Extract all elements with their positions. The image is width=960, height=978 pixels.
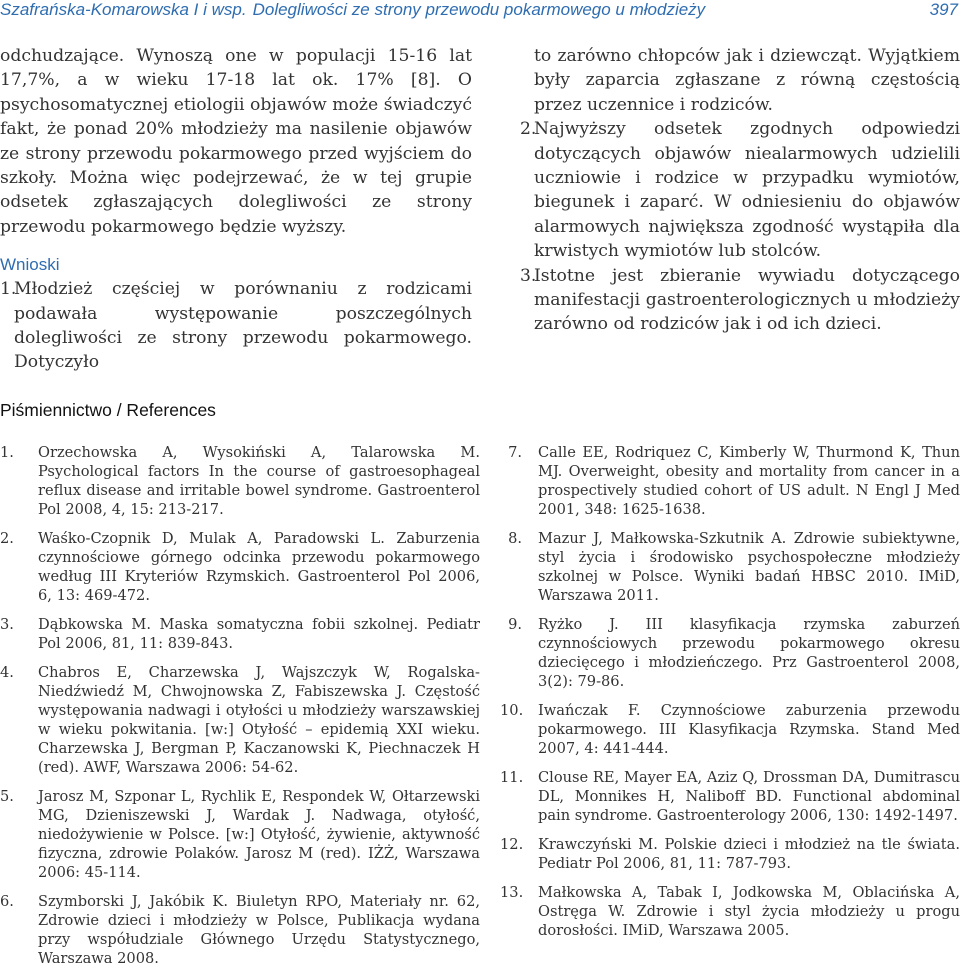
conclusion-number: 3. — [520, 265, 537, 286]
reference-number: 3. — [0, 616, 14, 633]
reference-item — [500, 883, 960, 940]
reference-text: Orzechowska A, Wysokiński A, Talarowska M. Psychological factors In the course of gastroesophageal reflux disease and irritable bowel syndrome. Gastroenterol Pol 2008, 4, 15: 213-217. — [38, 444, 480, 518]
reference-text: Małkowska A, Tabak I, Jodkowska M, Oblacińska A, Ostręga W. Zdrowie i styl życia młodzieży u progu dorosłości. IMiD, Warszawa 2005. — [538, 884, 960, 939]
reference-item — [500, 615, 960, 691]
reference-number: 7. — [508, 444, 522, 461]
reference-number: 9. — [508, 616, 522, 633]
conclusions-list — [0, 277, 472, 375]
conclusion-text: Najwyższy odsetek zgodnych odpowiedzi dotyczących objawów niealarmowych udzielili uczniowie i rodzice w przypadku wymiotów, biegunek i zaparć. W odniesieniu do objawów alarmowych największa zgodność wystąpiła dla krwistych wymiotów lub stolców. — [534, 119, 960, 262]
conclusions-heading: Wnioski — [0, 255, 60, 275]
references-heading: Piśmiennictwo / References — [0, 400, 216, 420]
text-column-right — [520, 44, 960, 337]
conclusion-number: 2. — [520, 119, 537, 140]
reference-text: Jarosz M, Szponar L, Rychlik E, Respondek W, Ołtarzewski MG, Dzieniszewski J, Wardak J. Nadwaga, otyłość, niedożywienie w Polsce. [w:] Otyłość, żywienie, aktywność fizyczna, zdrowie Polaków. Jarosz M (red). IŻŻ, Warszawa 2006: 45-114. — [38, 788, 480, 881]
reference-text: Dąbkowska M. Maska somatyczna fobii szkolnej. Pediatr Pol 2006, 81, 11: 839-843. — [38, 616, 480, 652]
conclusion-number: 1. — [0, 279, 17, 300]
conclusion-item-3 — [520, 264, 960, 337]
reference-item — [0, 443, 480, 519]
reference-text: Iwańczak F. Czynnościowe zaburzenia przewodu pokarmowego. III Klasyfikacja Rzymska. Stand Med 2007, 4: 441-444. — [538, 702, 960, 757]
reference-item — [500, 768, 960, 825]
reference-item — [0, 892, 480, 968]
conclusion-item-2 — [520, 117, 960, 263]
reference-text: Waśko-Czopnik D, Mulak A, Paradowski L. Zaburzenia czynnościowe górnego odcinka przewodu pokarmowego według III Kryteriów Rzymskich. Gastroenterol Pol 2006, 6, 13: 469-472. — [38, 530, 480, 604]
page-number: 397 — [929, 0, 958, 19]
reference-item — [0, 663, 480, 777]
reference-item — [500, 701, 960, 758]
reference-text: Ryżko J. III klasyfikacja rzymska zaburzeń czynnościowych przewodu pokarmowego okresu dziecięcego i młodzieńczego. Prz Gastroenterol 2008, 3(2): 79-86. — [538, 616, 960, 690]
reference-item — [0, 529, 480, 605]
references-list-right — [500, 443, 960, 950]
reference-number: 6. — [0, 893, 14, 910]
reference-item — [0, 787, 480, 882]
references-list-left — [0, 443, 480, 978]
running-header — [0, 0, 960, 24]
header-authors: Szafrańska-Komarowska I i wsp. — [0, 0, 247, 19]
reference-text: Mazur J, Małkowska-Szkutnik A. Zdrowie subiektywne, styl życia i środowisko psychospołeczne młodzieży szkolnej w Polsce. Wyniki badań HBSC 2010. IMiD, Warszawa 2011. — [538, 530, 960, 604]
reference-number: 2. — [0, 530, 14, 547]
conclusion-item-1 — [0, 277, 472, 375]
reference-number: 12. — [500, 836, 524, 853]
reference-number: 4. — [0, 664, 14, 681]
reference-item — [500, 529, 960, 605]
reference-text: Clouse RE, Mayer EA, Aziz Q, Drossman DA, Dumitrascu DL, Monnikes H, Naliboff BD. Functional abdominal pain syndrome. Gastroenterology 2006, 130: 1492-1497. — [538, 769, 960, 824]
reference-item — [500, 443, 960, 519]
reference-number: 5. — [0, 788, 14, 805]
reference-text: Szymborski J, Jakóbik K. Biuletyn RPO, Materiały nr. 62, Zdrowie dzieci i młodzieży w Polsce, Publikacja wydana przy współudziale Głównego Urzędu Statystycznego, Warszawa 2008. — [38, 893, 480, 967]
reference-number: 8. — [508, 530, 522, 547]
reference-number: 11. — [500, 769, 524, 786]
conclusion-text: Młodzież częściej w porównaniu z rodzicami podawała występowanie poszczególnych dolegliwości ze strony przewodu pokarmowego. Dotyczyło — [14, 279, 472, 373]
text-column-left — [0, 44, 472, 375]
reference-item — [500, 835, 960, 873]
conclusions-list-continued — [520, 117, 960, 337]
conclusion-continuation: to zarówno chłopców jak i dziewcząt. Wyjątkiem były zaparcia zgłaszane z równą częstością przez uczennice i rodziców. — [534, 46, 960, 115]
body-paragraph: odchudzające. Wynoszą one w populacji 15-16 lat 17,7%, a w wieku 17-18 lat ok. 17% [8]. O psychosomatycznej etiologii objawów może świadczyć fakt, że ponad 20% młodzieży ma nasilenie objawów ze strony przewodu pokarmowego przed wyjściem do szkoły. Można więc podejrzewać, że w tej grupie odsetek zgłaszających dolegliwości ze strony przewodu pokarmowego będzie wyższy. — [0, 46, 472, 237]
reference-text: Chabros E, Charzewska J, Wajszczyk W, Rogalska-Niedźwiedź M, Chwojnowska Z, Fabiszewska J. Częstość występowania nadwagi i otyłości u młodzieży warszawskiej w wieku pokwitania. [w:] Otyłość – epidemią XXI wieku. Charzewska J, Bergman P, Kaczanowski K, Piechnaczek H (red). AWF, Warszawa 2006: 54-62. — [38, 664, 480, 776]
conclusion-text: Istotne jest zbieranie wywiadu dotyczącego manifestacji gastroenterologicznych u młodzieży zarówno od rodziców jak i od ich dzieci. — [534, 265, 960, 335]
header-title: Dolegliwości ze strony przewodu pokarmowego u młodzieży — [252, 0, 706, 19]
reference-text: Calle EE, Rodriquez C, Kimberly W, Thurmond K, Thun MJ. Overweight, obesity and mortality from cancer in a prospectively studied cohort of US adult. N Engl J Med 2001, 348: 1625-1638. — [538, 444, 960, 518]
reference-number: 13. — [500, 884, 524, 901]
reference-item — [0, 615, 480, 653]
reference-number: 10. — [500, 702, 524, 719]
running-header-left — [0, 0, 705, 20]
reference-text: Krawczyński M. Polskie dzieci i młodzież na tle świata. Pediatr Pol 2006, 81, 11: 787-793. — [538, 836, 960, 872]
reference-number: 1. — [0, 444, 14, 461]
